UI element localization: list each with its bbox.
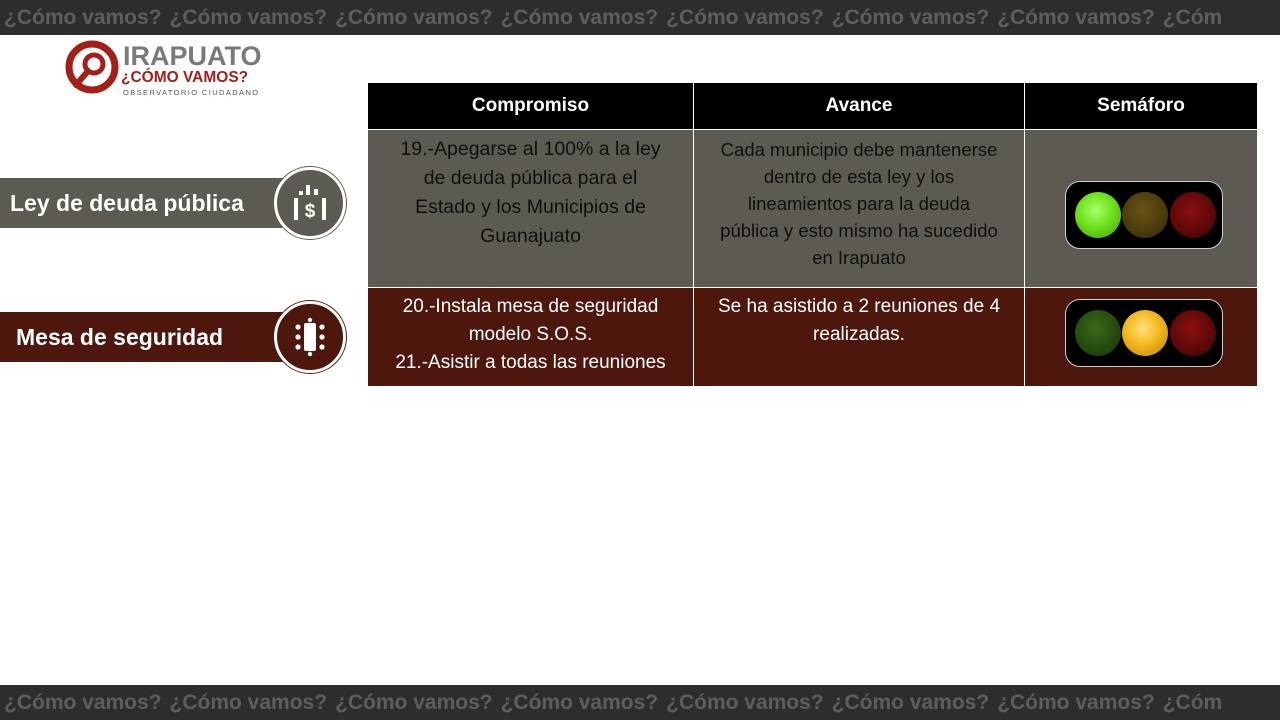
header-compromiso: Compromiso	[368, 83, 694, 130]
cell-text: Estado y los Municipios de	[415, 196, 646, 218]
cell-text: 21.-Asistir a todas las reuniones	[395, 352, 666, 373]
banner-text: ¿Cómo vamos?	[666, 690, 824, 714]
table-row	[368, 130, 1258, 288]
banner-text: ¿Cómo vamos?	[997, 5, 1155, 29]
banner-text: ¿Cómo vamos?	[831, 5, 990, 29]
logo-subtitle: ¿CÓMO VAMOS?	[121, 69, 249, 86]
semaforo-cell	[1025, 130, 1258, 288]
logo	[65, 40, 265, 98]
compromiso-cell	[368, 288, 694, 387]
green-light	[1075, 192, 1121, 238]
yellow-light	[1122, 310, 1168, 356]
banner-text: ¿Cóm	[1162, 690, 1223, 714]
meeting-table-icon	[274, 301, 346, 373]
cell-text: Cada municipio debe mantenerse	[720, 139, 998, 160]
cell-text: 19.-Apegarse al 100% a la ley	[400, 138, 661, 160]
cell-text: pública y esto mismo ha sucedido	[720, 220, 998, 241]
banner-text: ¿Cómo vamos?	[335, 5, 493, 29]
banner-text: ¿Cómo vamos?	[169, 690, 328, 714]
red-light	[1170, 192, 1216, 238]
cell-text: dentro de esta ley y los	[763, 166, 955, 187]
red-light	[1170, 310, 1216, 356]
bottom-banner	[0, 685, 1280, 720]
banner-text: ¿Cómo vamos?	[500, 690, 659, 714]
traffic-light-icon	[1065, 181, 1223, 249]
green-light	[1075, 310, 1121, 356]
cell-text: 20.-Instala mesa de seguridad	[402, 296, 659, 317]
logo-tagline: OBSERVATORIO CIUDADANO	[123, 88, 260, 97]
avance-cell	[694, 288, 1025, 387]
banner-text: ¿Cómo vamos?	[169, 5, 328, 29]
logo-magnifier-icon	[65, 40, 121, 96]
money-chart-icon	[274, 167, 346, 239]
topic-label-seguridad: Mesa de seguridad	[0, 312, 300, 362]
cell-text: lineamientos para la deuda	[747, 193, 971, 214]
commitments-table	[367, 82, 1258, 387]
header-avance: Avance	[694, 83, 1025, 130]
banner-text: ¿Cóm	[1162, 5, 1223, 29]
traffic-light-icon	[1065, 299, 1223, 367]
top-banner	[0, 0, 1280, 35]
banner-text: ¿Cómo vamos?	[997, 690, 1155, 714]
banner-text: ¿Cómo vamos?	[666, 5, 824, 29]
banner-text: ¿Cómo vamos?	[335, 690, 493, 714]
cell-text: de deuda pública para el	[423, 167, 638, 189]
table-row	[368, 288, 1258, 387]
banner-text: ¿Cómo vamos?	[831, 690, 990, 714]
topic-label-deuda: Ley de deuda pública	[0, 178, 300, 228]
cell-text: realizadas.	[813, 324, 905, 345]
table-header-row	[368, 83, 1258, 130]
yellow-light	[1122, 192, 1168, 238]
logo-title: IRAPUATO	[123, 41, 262, 71]
avance-cell	[694, 130, 1025, 288]
compromiso-cell	[368, 130, 694, 288]
banner-text: ¿Cómo vamos?	[4, 690, 162, 714]
cell-text: modelo S.O.S.	[468, 324, 593, 345]
semaforo-cell	[1025, 288, 1258, 387]
cell-text: en Irapuato	[812, 247, 906, 268]
svg-text:$: $	[304, 201, 316, 222]
banner-text: ¿Cómo vamos?	[500, 5, 659, 29]
banner-text: ¿Cómo vamos?	[4, 5, 162, 29]
cell-text: Se ha asistido a 2 reuniones de 4	[717, 296, 1001, 317]
cell-text: Guanajuato	[480, 225, 581, 247]
header-semaforo: Semáforo	[1025, 83, 1258, 130]
